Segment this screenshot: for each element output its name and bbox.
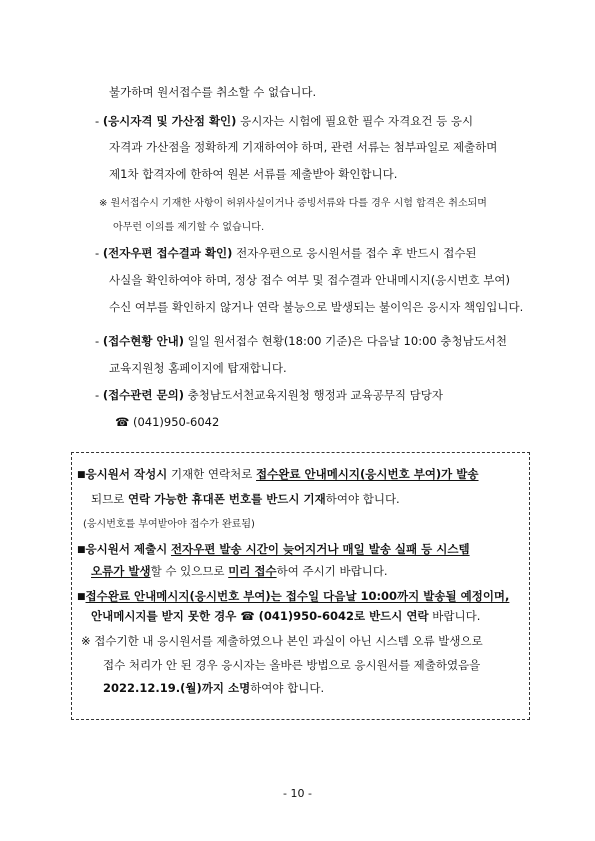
item-heading: (접수현황 안내): [102, 334, 184, 348]
notice-item-message: ■접수완료 안내메시지(응시번호 부여)는 접수일 다음날 10:00까지 발송될 예정이며,: [77, 589, 510, 603]
square-bullet-icon: ■: [77, 470, 86, 480]
note-line: 접수 처리가 안 된 경우 응시자는 올바른 방법으로 응시원서를 제출하였음을: [103, 658, 481, 672]
item-heading: (응시자격 및 가산점 확인): [102, 114, 237, 128]
text-line: 되므로 연락 가능한 휴대폰 번호를 반드시 기재하여야 합니다.: [91, 492, 400, 506]
page-number: - 10 -: [283, 787, 312, 800]
text-line: 수신 여부를 확인하지 않거나 연락 불능으로 발생되는 불이익은 응시자 책임입니다.: [109, 300, 524, 314]
item-heading: (접수관련 문의): [102, 388, 184, 402]
email-check-item: - (전자우편 접수결과 확인) 전자우편으로 응시원서를 접수 후 반드시 접수된: [95, 246, 477, 260]
square-bullet-icon: ■: [77, 592, 86, 602]
note-line: ※ 접수기한 내 응시원서를 제출하였으나 본인 과실이 아닌 시스템 오류 발생으로: [81, 634, 483, 648]
note-line: ※ 원서접수시 기재한 사항이 허위사실이거나 증빙서류와 다를 경우 시험 합격은 취소되며: [99, 198, 487, 209]
deadline-line: 2022.12.19.(월)까지 소명하여야 합니다.: [103, 681, 325, 695]
text-line: 불가하며 원서접수를 취소할 수 없습니다.: [109, 85, 317, 99]
status-item: - (접수현황 안내) 일일 원서접수 현황(18:00 기준)은 다음날 10:00 충청남도서천: [95, 334, 508, 348]
inquiry-item: - (접수관련 문의) 충청남도서천교육지원청 행정과 교육공무직 담당자: [95, 388, 444, 402]
text-line: (응시번호를 부여받아야 접수가 완료됨): [83, 519, 255, 530]
item-heading: (전자우편 접수결과 확인): [102, 246, 233, 260]
notice-item-submit: ■응시원서 제출시 전자우편 발송 시간이 늦어지거나 매일 발송 실패 등 시스템: [77, 542, 470, 556]
notice-item-write: ■응시원서 작성시 기재한 연락처로 접수완료 안내메시지(응시번호 부여)가 발송: [77, 467, 479, 481]
text-line: 안내메시지를 받지 못한 경우 ☎ (041)950-6042로 반드시 연락 바랍니다.: [91, 609, 481, 623]
text-line: 오류가 발생할 수 있으므로 미리 접수하여 주시기 바랍니다.: [91, 564, 388, 578]
qualification-item: - (응시자격 및 가산점 확인) 응시자는 시험에 필요한 필수 자격요건 등 응시: [95, 114, 474, 128]
text-line: 제1차 합격자에 한하여 원본 서류를 제출받아 확인합니다.: [109, 167, 398, 181]
text-line: 자격과 가산점을 정확하게 기재하여야 하며, 관련 서류는 첨부파일로 제출하며: [109, 140, 498, 154]
text-line: 교육지원청 홈페이지에 탑재합니다.: [109, 361, 287, 375]
note-line: 아무런 이의를 제기할 수 없습니다.: [113, 222, 265, 233]
square-bullet-icon: ■: [77, 545, 86, 555]
text-line: 사실을 확인하여야 하며, 정상 접수 여부 및 접수결과 안내메시지(응시번호 부여): [109, 273, 511, 287]
phone-number: ☎ (041)950-6042: [115, 415, 220, 429]
